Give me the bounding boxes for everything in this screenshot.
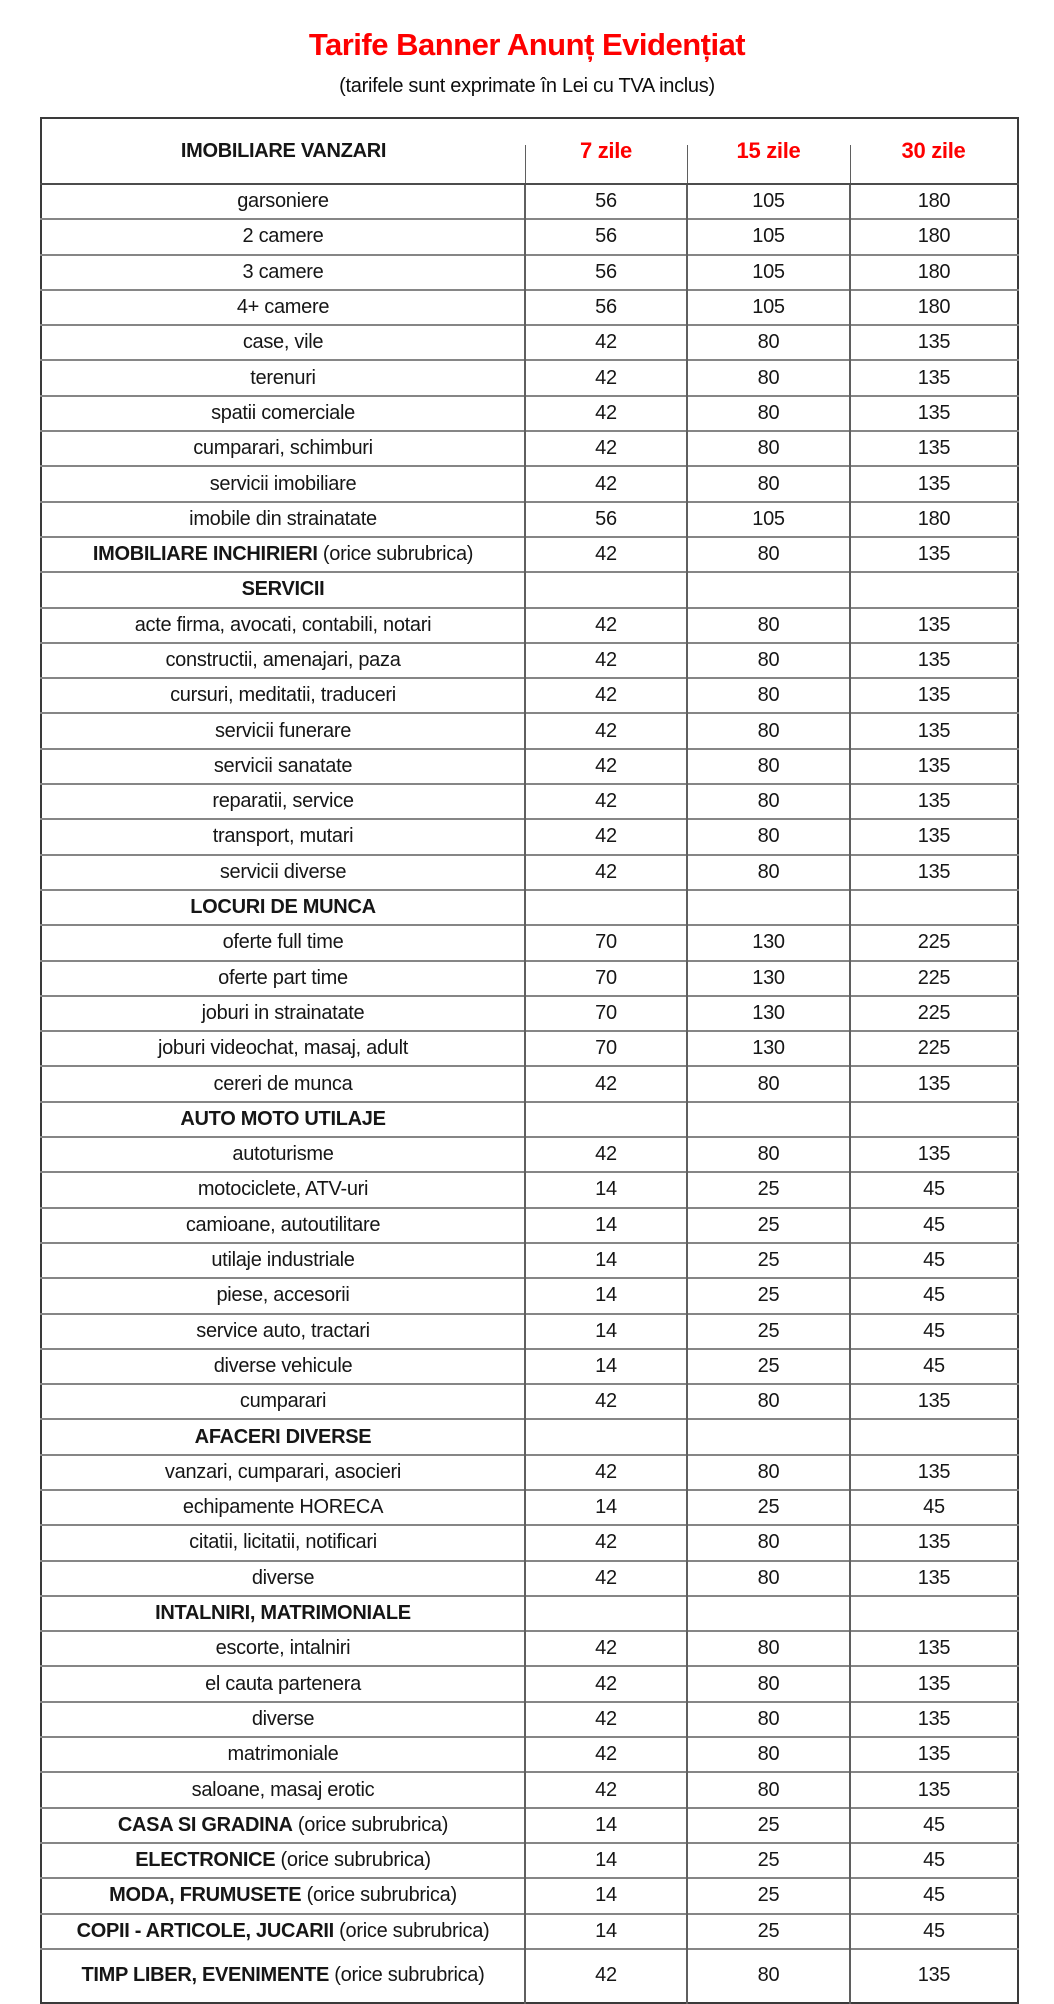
price-cell: 56 [525,502,687,537]
tariff-row [41,1137,1018,1172]
tariff-row [41,1172,1018,1207]
tariff-row [41,1808,1018,1843]
tariff-row [41,1772,1018,1807]
price-cell: 42 [525,1066,687,1101]
price-cell: 80 [687,1702,850,1737]
price-cell: 135 [850,855,1018,890]
category-cell: case, vile [41,325,525,360]
category-cell: ELECTRONICE (orice subrubrica) [41,1843,525,1878]
price-cell: 135 [850,1772,1018,1807]
tariff-row [41,1490,1018,1525]
header-7-zile: 7 zile [525,118,687,184]
price-cell: 80 [687,608,850,643]
category-cell: oferte full time [41,925,525,960]
price-cell: 70 [525,1031,687,1066]
price-cell: 135 [850,1561,1018,1596]
column-separator [525,145,526,183]
price-cell: 135 [850,325,1018,360]
category-cell: cumparari, schimburi [41,431,525,466]
price-cell: 42 [525,360,687,395]
price-cell: 45 [850,1843,1018,1878]
category-cell: 3 camere [41,255,525,290]
price-cell: 80 [687,466,850,501]
tariff-row [41,961,1018,996]
category-cell: el cauta partenera [41,1666,525,1701]
price-cell: 80 [687,396,850,431]
tariff-row [41,360,1018,395]
price-cell: 42 [525,396,687,431]
category-cell: CASA SI GRADINA (orice subrubrica) [41,1808,525,1843]
price-cell: 42 [525,713,687,748]
price-cell: 25 [687,1490,850,1525]
tariff-row [41,1278,1018,1313]
category-cell: joburi videochat, masaj, adult [41,1031,525,1066]
category-cell: diverse [41,1561,525,1596]
tariff-row [41,290,1018,325]
price-cell: 42 [525,431,687,466]
price-cell: 80 [687,1949,850,2003]
tariff-row [41,466,1018,501]
category-cell: COPII - ARTICOLE, JUCARII (orice subrubrica) [41,1914,525,1949]
price-cell: 135 [850,1455,1018,1490]
header-category-label: IMOBILIARE VANZARI [41,118,525,184]
price-cell: 14 [525,1314,687,1349]
price-cell: 135 [850,466,1018,501]
category-cell: service auto, tractari [41,1314,525,1349]
price-cell: 105 [687,219,850,254]
category-cell: citatii, licitatii, notificari [41,1525,525,1560]
tariff-row [41,1914,1018,1949]
category-cell: spatii comerciale [41,396,525,431]
price-cell: 80 [687,1137,850,1172]
category-cell: reparatii, service [41,784,525,819]
category-cell: AFACERI DIVERSE [41,1419,525,1454]
price-cell: 42 [525,819,687,854]
price-cell: 45 [850,1914,1018,1949]
price-cell: 42 [525,678,687,713]
category-cell: servicii imobiliare [41,466,525,501]
category-cell: utilaje industriale [41,1243,525,1278]
category-cell: matrimoniale [41,1737,525,1772]
price-cell: 80 [687,643,850,678]
tariff-row [41,1843,1018,1878]
price-cell: 80 [687,360,850,395]
price-cell [850,1419,1018,1454]
category-cell: diverse vehicule [41,1349,525,1384]
category-cell: motociclete, ATV-uri [41,1172,525,1207]
category-cell: joburi in strainatate [41,996,525,1031]
price-cell [687,572,850,607]
price-cell: 42 [525,1949,687,2003]
category-cell: AUTO MOTO UTILAJE [41,1102,525,1137]
category-cell: cereri de munca [41,1066,525,1101]
tariff-row [41,1631,1018,1666]
price-cell: 135 [850,1666,1018,1701]
price-cell: 80 [687,1631,850,1666]
price-cell: 80 [687,1384,850,1419]
price-cell: 45 [850,1314,1018,1349]
price-cell: 25 [687,1314,850,1349]
tariff-row [41,502,1018,537]
price-cell: 135 [850,819,1018,854]
price-cell: 14 [525,1278,687,1313]
category-cell: echipamente HORECA [41,1490,525,1525]
price-cell [850,890,1018,925]
category-cell: saloane, masaj erotic [41,1772,525,1807]
tariff-table [40,117,1019,2004]
category-cell: servicii diverse [41,855,525,890]
price-cell: 56 [525,290,687,325]
price-cell: 42 [525,1666,687,1701]
tariff-row [41,255,1018,290]
price-cell: 42 [525,1561,687,1596]
header-30-zile: 30 zile [850,118,1018,184]
price-cell: 42 [525,749,687,784]
price-cell: 45 [850,1278,1018,1313]
tariff-row [41,1949,1018,2003]
price-cell: 42 [525,1525,687,1560]
category-cell: LOCURI DE MUNCA [41,890,525,925]
price-cell: 135 [850,678,1018,713]
price-cell: 135 [850,1631,1018,1666]
tariff-row [41,678,1018,713]
price-cell: 42 [525,1702,687,1737]
price-cell: 45 [850,1490,1018,1525]
price-cell [525,1102,687,1137]
category-cell: vanzari, cumparari, asocieri [41,1455,525,1490]
category-cell: SERVICII [41,572,525,607]
price-cell: 14 [525,1914,687,1949]
price-cell: 80 [687,784,850,819]
category-cell: MODA, FRUMUSETE (orice subrubrica) [41,1878,525,1913]
price-cell: 42 [525,643,687,678]
tariff-row [41,1666,1018,1701]
category-cell: INTALNIRI, MATRIMONIALE [41,1596,525,1631]
tariff-row [41,1384,1018,1419]
price-cell: 42 [525,1772,687,1807]
category-cell: 2 camere [41,219,525,254]
category-cell: escorte, intalniri [41,1631,525,1666]
tariff-row [41,643,1018,678]
price-cell: 135 [850,1066,1018,1101]
category-cell: oferte part time [41,961,525,996]
price-cell: 135 [850,1384,1018,1419]
price-cell: 25 [687,1878,850,1913]
price-cell: 14 [525,1808,687,1843]
price-cell: 135 [850,396,1018,431]
price-cell: 45 [850,1208,1018,1243]
price-cell: 80 [687,537,850,572]
price-cell: 225 [850,1031,1018,1066]
tariff-row [41,1349,1018,1384]
category-cell: imobile din strainatate [41,502,525,537]
price-cell: 45 [850,1878,1018,1913]
section-row [41,1102,1018,1137]
price-cell: 56 [525,219,687,254]
price-cell [525,572,687,607]
price-cell: 130 [687,1031,850,1066]
tariff-row [41,219,1018,254]
price-cell: 14 [525,1208,687,1243]
tariff-row [41,819,1018,854]
price-cell: 70 [525,996,687,1031]
category-cell: cursuri, meditatii, traduceri [41,678,525,713]
tariff-row [41,784,1018,819]
price-cell: 70 [525,925,687,960]
tariff-row [41,1314,1018,1349]
category-cell: garsoniere [41,184,525,219]
price-cell [850,1596,1018,1631]
price-cell: 80 [687,1666,850,1701]
price-cell: 135 [850,1137,1018,1172]
price-cell: 25 [687,1243,850,1278]
price-cell: 80 [687,855,850,890]
price-cell: 45 [850,1172,1018,1207]
price-cell [687,890,850,925]
price-cell: 80 [687,431,850,466]
price-cell: 45 [850,1349,1018,1384]
price-cell: 14 [525,1843,687,1878]
price-cell: 130 [687,996,850,1031]
tariff-row [41,1455,1018,1490]
price-cell: 80 [687,1772,850,1807]
price-cell: 42 [525,1137,687,1172]
price-cell: 25 [687,1914,850,1949]
tariff-row [41,184,1018,219]
category-cell: servicii funerare [41,713,525,748]
price-cell: 42 [525,537,687,572]
price-cell: 14 [525,1349,687,1384]
price-cell: 14 [525,1490,687,1525]
price-cell: 135 [850,1949,1018,2003]
column-separator [850,145,851,183]
price-cell: 25 [687,1278,850,1313]
price-cell: 25 [687,1843,850,1878]
price-cell [687,1596,850,1631]
price-cell: 180 [850,502,1018,537]
price-cell: 42 [525,784,687,819]
price-cell: 42 [525,466,687,501]
section-row [41,572,1018,607]
price-cell: 130 [687,961,850,996]
page-subtitle: (tarifele sunt exprimate în Lei cu TVA inclus) [339,75,715,97]
tariff-row [41,1702,1018,1737]
tariff-row [41,713,1018,748]
price-cell: 56 [525,184,687,219]
tariff-row [41,1737,1018,1772]
price-cell: 80 [687,713,850,748]
category-cell: TIMP LIBER, EVENIMENTE (orice subrubrica) [41,1949,525,2003]
price-cell: 42 [525,1384,687,1419]
price-cell: 135 [850,608,1018,643]
tariff-row [41,1878,1018,1913]
price-cell: 135 [850,537,1018,572]
price-cell: 135 [850,1737,1018,1772]
price-cell: 105 [687,184,850,219]
category-cell: transport, mutari [41,819,525,854]
price-cell [525,1419,687,1454]
section-row [41,890,1018,925]
price-cell: 45 [850,1808,1018,1843]
price-cell: 180 [850,255,1018,290]
price-cell [850,1102,1018,1137]
tariff-row [41,855,1018,890]
price-cell: 80 [687,678,850,713]
price-cell: 135 [850,360,1018,395]
price-cell: 56 [525,255,687,290]
tariff-row [41,325,1018,360]
price-cell: 45 [850,1243,1018,1278]
price-cell: 25 [687,1172,850,1207]
price-cell: 105 [687,255,850,290]
category-cell: piese, accesorii [41,1278,525,1313]
table-body [41,184,1018,2003]
price-cell: 42 [525,608,687,643]
price-cell: 25 [687,1808,850,1843]
tariff-row [41,396,1018,431]
category-cell: IMOBILIARE INCHIRIERI (orice subrubrica) [41,537,525,572]
price-cell: 80 [687,749,850,784]
price-cell: 42 [525,855,687,890]
price-cell: 80 [687,1561,850,1596]
price-cell: 42 [525,1737,687,1772]
price-cell [850,572,1018,607]
tariff-row [41,1525,1018,1560]
price-cell: 225 [850,925,1018,960]
price-cell: 80 [687,819,850,854]
price-cell: 25 [687,1208,850,1243]
price-cell: 14 [525,1243,687,1278]
price-cell [525,1596,687,1631]
tariff-row [41,1243,1018,1278]
price-cell: 180 [850,219,1018,254]
tariff-row [41,925,1018,960]
price-cell: 80 [687,1066,850,1101]
price-cell: 225 [850,996,1018,1031]
tariff-row [41,1561,1018,1596]
price-cell: 42 [525,325,687,360]
category-cell: cumparari [41,1384,525,1419]
price-cell: 225 [850,961,1018,996]
column-separator [687,145,688,183]
page-title: Tarife Banner Anunț Evidențiat [308,27,746,62]
price-cell: 135 [850,784,1018,819]
header-15-zile: 15 zile [687,118,850,184]
price-cell: 80 [687,1737,850,1772]
price-cell [525,890,687,925]
price-cell: 70 [525,961,687,996]
tariff-row [41,1208,1018,1243]
price-cell: 80 [687,1525,850,1560]
tariff-row [41,1066,1018,1101]
tariff-row [41,749,1018,784]
section-row [41,1419,1018,1454]
category-cell: terenuri [41,360,525,395]
category-cell: diverse [41,1702,525,1737]
table-header-row [41,118,1018,184]
tariff-row [41,996,1018,1031]
category-cell: camioane, autoutilitare [41,1208,525,1243]
price-cell: 105 [687,290,850,325]
section-row [41,1596,1018,1631]
price-cell: 180 [850,290,1018,325]
price-cell: 14 [525,1878,687,1913]
price-cell: 14 [525,1172,687,1207]
price-cell: 135 [850,749,1018,784]
category-cell: 4+ camere [41,290,525,325]
price-cell: 130 [687,925,850,960]
price-cell: 135 [850,643,1018,678]
price-cell: 42 [525,1455,687,1490]
category-cell: acte firma, avocati, contabili, notari [41,608,525,643]
price-cell: 105 [687,502,850,537]
price-cell: 135 [850,431,1018,466]
price-cell: 180 [850,184,1018,219]
price-cell: 135 [850,1702,1018,1737]
category-cell: servicii sanatate [41,749,525,784]
price-cell [687,1419,850,1454]
category-cell: constructii, amenajari, paza [41,643,525,678]
tariff-row [41,431,1018,466]
price-cell: 80 [687,1455,850,1490]
tariff-row [41,608,1018,643]
price-cell: 25 [687,1349,850,1384]
tariff-row [41,1031,1018,1066]
price-cell: 80 [687,325,850,360]
price-cell: 42 [525,1631,687,1666]
category-cell: autoturisme [41,1137,525,1172]
price-cell: 135 [850,1525,1018,1560]
tariff-row [41,537,1018,572]
price-cell: 135 [850,713,1018,748]
price-cell [687,1102,850,1137]
